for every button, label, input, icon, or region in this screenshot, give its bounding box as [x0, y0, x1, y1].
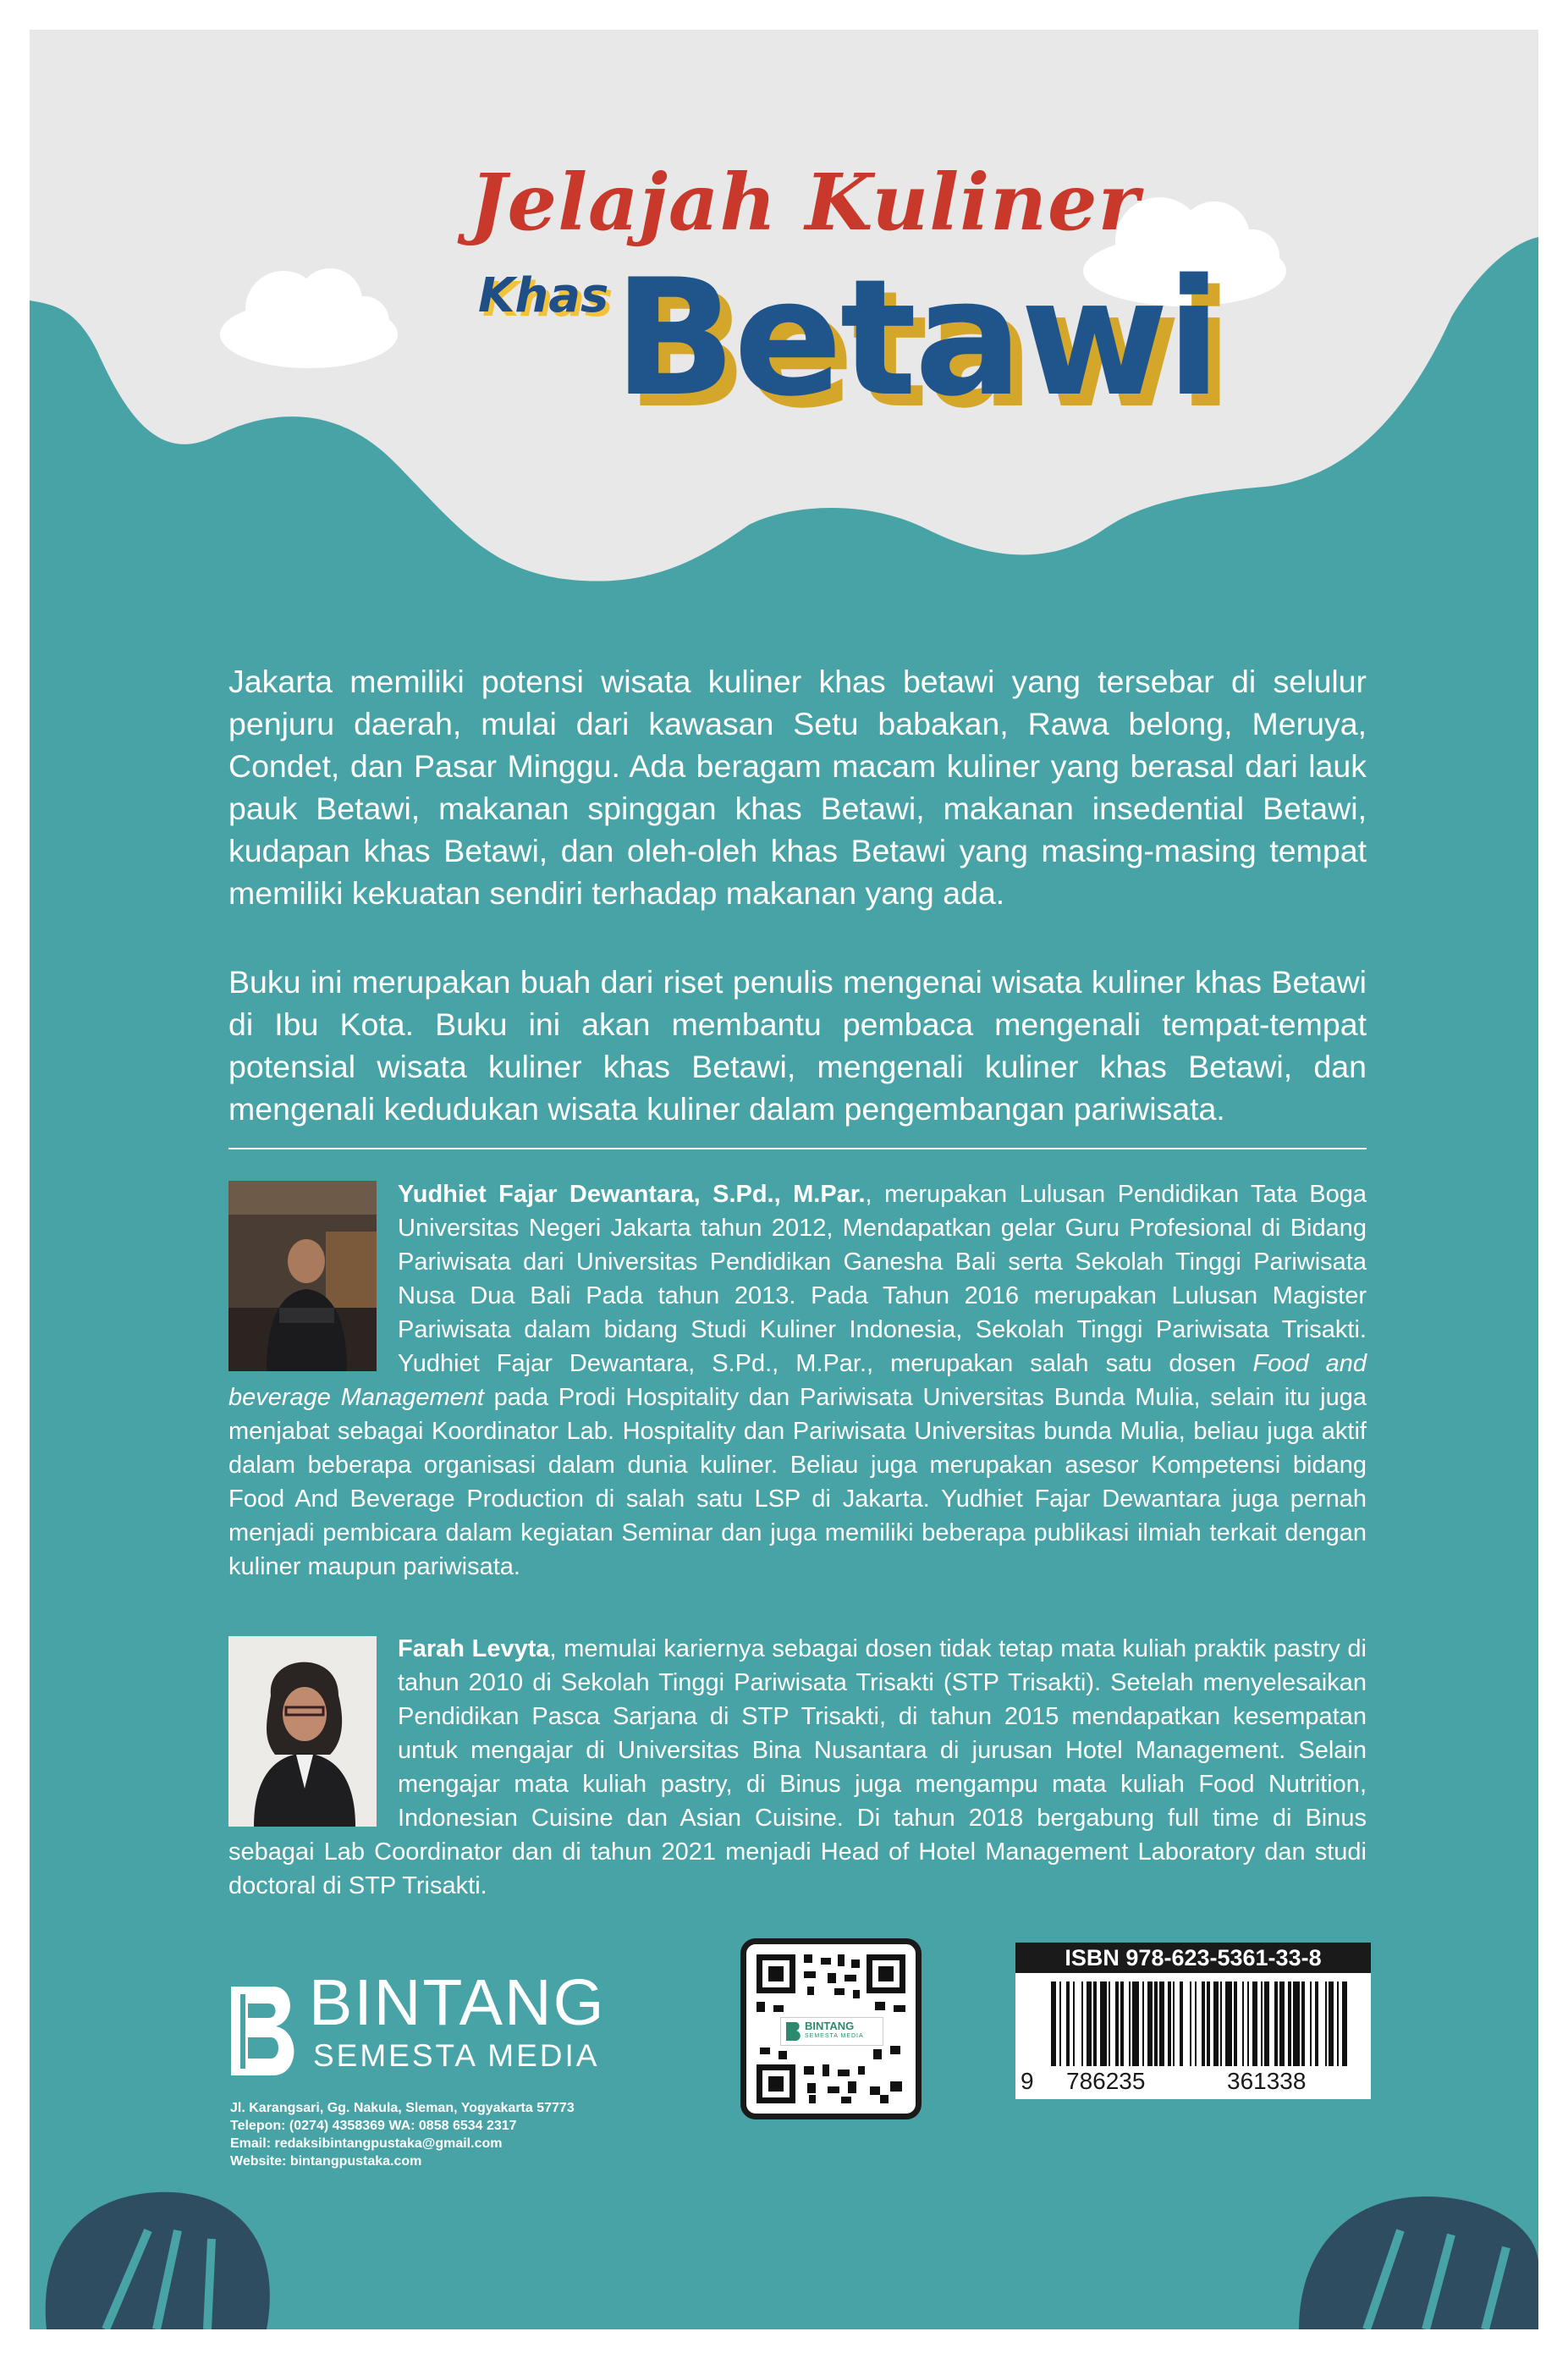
- isbn-label: ISBN 978-623-5361-33-8: [1015, 1943, 1371, 1973]
- publisher-website: Website: bintangpustaka.com: [230, 2154, 422, 2169]
- publisher-contact: [230, 2099, 575, 2170]
- title-khas: Khas: [478, 268, 609, 323]
- publisher-phone: Telepon: (0274) 4358369 WA: 0858 6534 2317: [230, 2119, 517, 2133]
- isbn-digits-left: 786235: [1066, 2068, 1146, 2094]
- book-back-cover: [30, 30, 1538, 2329]
- barcode-icon: [1026, 1981, 1361, 2066]
- author-name-1: Yudhiet Fajar Dewantara, S.Pd., M.Par.: [398, 1181, 866, 1208]
- isbn-barcode: [1015, 1943, 1371, 2099]
- isbn-digit-first: 9: [1021, 2068, 1034, 2094]
- synopsis-paragraph-2: Buku ini merupakan buah dari riset penulis mengenai wisata kuliner khas Betawi di Ibu Kota. Buku ini akan membantu pembaca mengenali tempat-tempat potensial wisata kuliner khas Betawi, mengenali kuliner khas Betawi, dan mengenali kedudukan wisata kuliner dalam pengembangan pariwisata.: [228, 964, 1367, 1127]
- divider: [228, 1148, 1367, 1149]
- synopsis-paragraph-1: Jakarta memiliki potensi wisata kuliner khas betawi yang tersebar di selulur penjuru daerah, mulai dari kawasan Setu babakan, Rawa belong, Meruya, Condet, dan Pasar Minggu. Ada beragam macam kuliner yang berasal dari lauk pauk Betawi, makanan spinggan khas Betawi, makanan insedential Betawi, kudapan khas Betawi, dan oleh-oleh khas Betawi yang masing-masing tempat memiliki kekuatan sendiri terhadap makanan yang ada.: [228, 664, 1367, 911]
- qr-code: [740, 1938, 922, 2119]
- leaf-icon-left: [46, 2192, 270, 2329]
- isbn-digits-right: 361338: [1227, 2068, 1307, 2094]
- title-script: Jelajah Kuliner: [470, 157, 1141, 248]
- publisher-address: Jl. Karangsari, Gg. Nakula, Sleman, Yogyakarta 57773: [230, 2101, 575, 2115]
- qr-badge: BINTANG SEMESTA MEDIA: [780, 2017, 883, 2046]
- leaf-icon-right: [1299, 2196, 1538, 2329]
- publisher-logo-icon: [227, 1982, 299, 2080]
- author-name-2: Farah Levyta: [398, 1635, 550, 1662]
- publisher-subname: SEMESTA MEDIA: [313, 2038, 600, 2073]
- publisher-logo-small-icon: [785, 2021, 802, 2042]
- author-bio-1: Yudhiet Fajar Dewantara, S.Pd., M.Par., merupakan Lulusan Pendidikan Tata Boga Universitas Negeri Jakarta tahun 2012, Mendapatkan gelar Guru Profesional di Bidang Pariwisata dari Universitas Pendidikan Ganesha Bali serta Sekolah Tinggi Pariwisata Nusa Dua Bali Pada tahun 2013. Pada Tahun 2016 merupakan Lulusan Magister Pariwisata dalam bidang Studi Kuliner Indonesia, Sekolah Tinggi Pariwisata Trisakti. Yudhiet Fajar Dewantara, S.Pd., M.Par., merupakan salah satu dosen Food and beverage Management pada Prodi Hospitality dan Pariwisata Universitas Bunda Mulia, selain itu juga menjabat sebagai Koordinator Lab. Hospitality dan Pariwisata Universitas bunda Mulia, beliau juga aktif dalam beberapa organisasi dalam dunia kuliner. Beliau juga merupakan asesor Kompetensi bidang Food And Beverage Production di salah satu LSP di Jakarta. Yudhiet Fajar Dewantara juga pernah menjadi pembicara dalam kegiatan Seminar dan juga memiliki beberapa publikasi ilmiah terkait dengan kuliner maupun pariwisata.: [228, 1181, 1367, 1580]
- publisher-name: BINTANG: [309, 1966, 606, 2039]
- author-bio-2: Farah Levyta, memulai kariernya sebagai dosen tidak tetap mata kuliah praktik pastry di tahun 2010 di Sekolah Tinggi Pariwisata Trisakti (STP Trisakti). Setelah menyelesaikan Pendidikan Pasca Sarjana di STP Trisakti, di tahun 2015 mendapatkan kesempatan untuk mengajar di Universitas Bina Nusantara di jurusan Hotel Management. Selain mengajar mata kuliah pastry, di Binus juga mengampu mata kuliah Food Nutrition, Indonesian Cuisine dan Asian Cuisine. Di tahun 2018 bergabung full time di Binus sebagai Lab Coordinator dan di tahun 2021 menjadi Head of Hotel Management Laboratory dan studi doctoral di STP Trisakti.: [228, 1635, 1367, 1899]
- title-main: Betawi: [613, 245, 1219, 432]
- publisher-email: Email: redaksibintangpustaka@gmail.com: [230, 2136, 503, 2151]
